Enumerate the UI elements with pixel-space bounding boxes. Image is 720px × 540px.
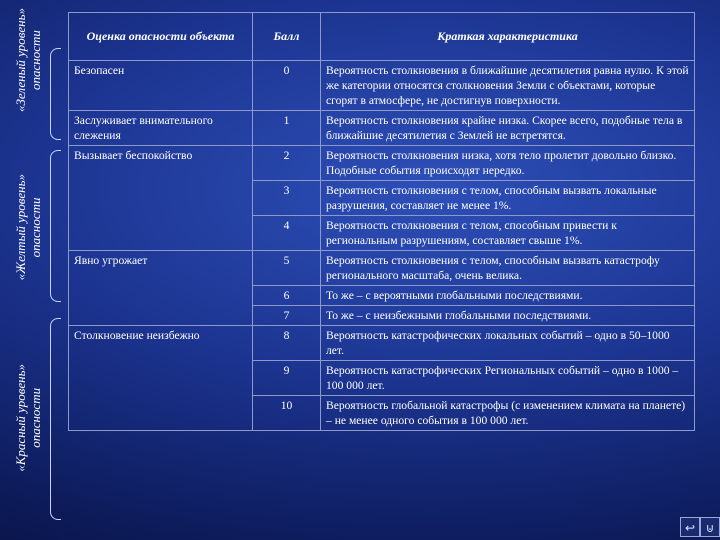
hazard-category-cell: Заслуживает внимательного слежения xyxy=(69,111,253,146)
header-object-assessment: Оценка опасности объекта xyxy=(69,13,253,61)
home-button[interactable] xyxy=(700,517,720,537)
description-cell: Вероятность столкновения низка, хотя тело пролетит довольно близко. Подобные события происходят нередко. xyxy=(321,146,695,181)
yellow-level-brace xyxy=(50,150,61,302)
green-level-label: «Зеленый уровень» опасности xyxy=(13,7,43,113)
table-row xyxy=(69,61,695,111)
hazard-category-cell: Столкновение неизбежно xyxy=(69,326,253,431)
table-row xyxy=(69,146,695,181)
hazard-category-cell: Вызывает беспокойство xyxy=(69,146,253,251)
score-cell: 3 xyxy=(253,181,321,216)
table-row xyxy=(69,111,695,146)
score-cell: 7 xyxy=(253,306,321,326)
score-cell: 2 xyxy=(253,146,321,181)
red-level-brace xyxy=(50,318,61,520)
hazard-category-cell: Явно угрожает xyxy=(69,251,253,326)
header-score: Балл xyxy=(253,13,321,61)
home-u-turn-icon: ⊍ xyxy=(705,521,715,535)
yellow-level-label: «Желтый уровень» опасности xyxy=(13,174,43,281)
score-cell: 4 xyxy=(253,216,321,251)
header-description: Краткая характеристика xyxy=(321,13,695,61)
description-cell: Вероятность катастрофических Региональных событий – одно в 1000 – 100 000 лет. xyxy=(321,361,695,396)
description-cell: То же – с вероятными глобальными последствиями. xyxy=(321,286,695,306)
description-cell: Вероятность столкновения в ближайшие десятилетия равна нулю. К этой же категории относятся столкновения Земли с объектами, которые сгорят в атмосфере, не достигнув поверхности. xyxy=(321,61,695,111)
table-row xyxy=(69,326,695,361)
red-level-label: «Красный уровень» опасности xyxy=(13,363,43,472)
score-cell: 8 xyxy=(253,326,321,361)
return-button[interactable] xyxy=(680,517,700,537)
score-cell: 0 xyxy=(253,61,321,111)
score-cell: 9 xyxy=(253,361,321,396)
hazard-scale-table xyxy=(68,12,695,431)
score-cell: 1 xyxy=(253,111,321,146)
return-arrow-icon: ↩ xyxy=(684,521,696,535)
score-cell: 6 xyxy=(253,286,321,306)
description-cell: Вероятность столкновения с телом, способным привести к региональным разрушениям, составляет свыше 1%. xyxy=(321,216,695,251)
green-level-brace xyxy=(50,48,61,140)
score-cell: 5 xyxy=(253,251,321,286)
description-cell: Вероятность столкновения с телом, способным вызвать катастрофу регионального масштаба, очень велика. xyxy=(321,251,695,286)
table-row xyxy=(69,251,695,286)
score-cell: 10 xyxy=(253,396,321,431)
description-cell: То же – с неизбежными глобальными последствиями. xyxy=(321,306,695,326)
description-cell: Вероятность катастрофических локальных событий – одно в 50–1000 лет. xyxy=(321,326,695,361)
description-cell: Вероятность столкновения крайне низка. Скорее всего, подобные тела в ближайшие десятилетия с Землей не встретятся. xyxy=(321,111,695,146)
description-cell: Вероятность глобальной катастрофы (с изменением климата на планете) – не менее одного события в 100 000 лет. xyxy=(321,396,695,431)
description-cell: Вероятность столкновения с телом, способным вызвать локальные разрушения, составляет не менее 1%. xyxy=(321,181,695,216)
hazard-category-cell: Безопасен xyxy=(69,61,253,111)
